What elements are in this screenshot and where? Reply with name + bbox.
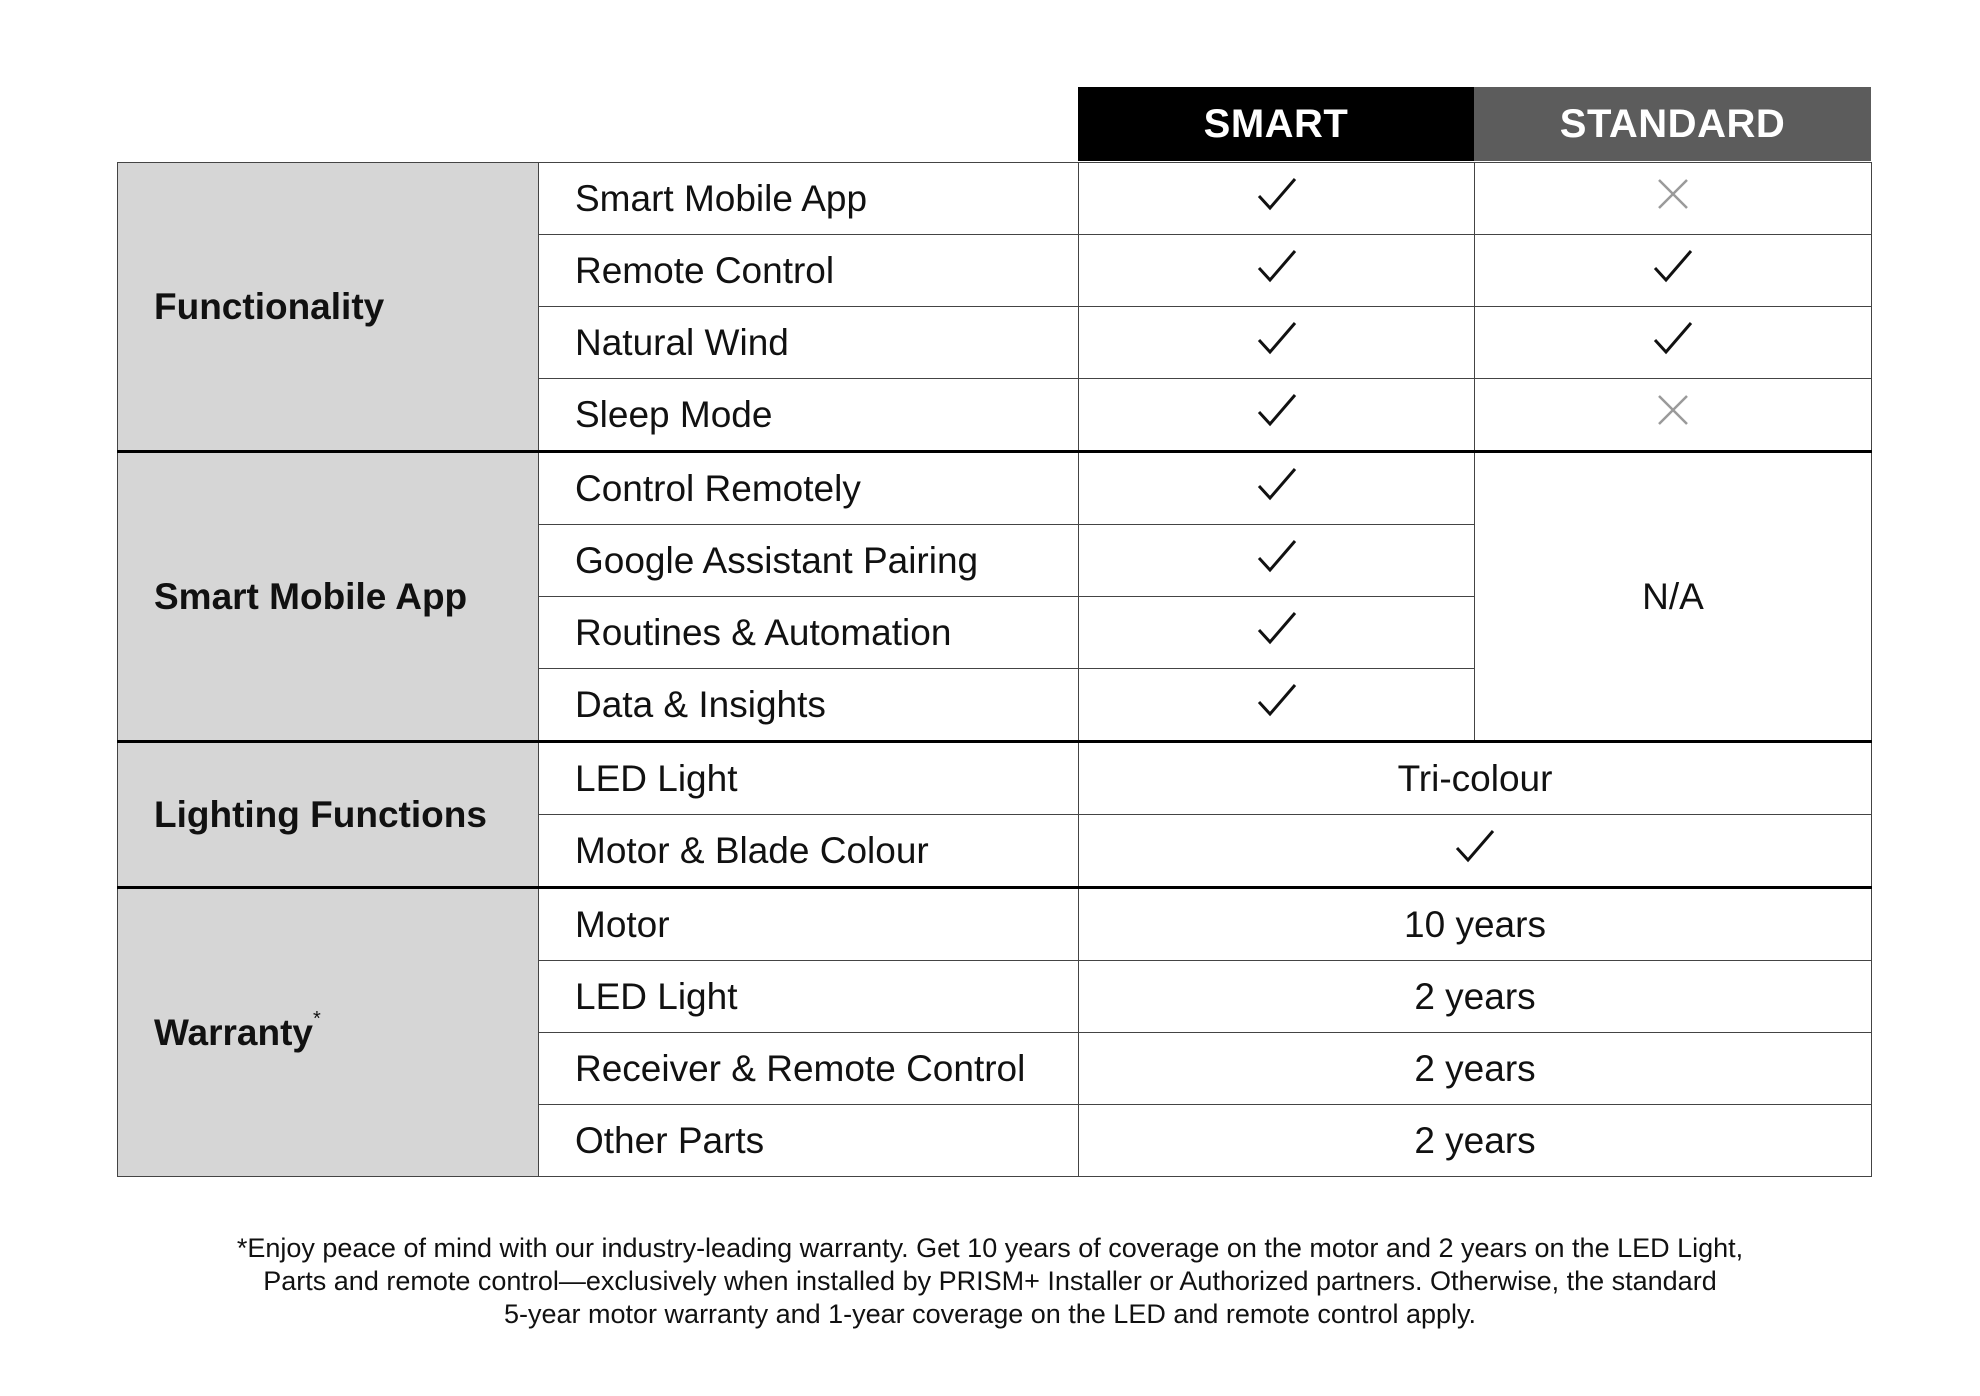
check-icon: [1253, 680, 1301, 729]
feature-label: Data & Insights: [539, 669, 1079, 742]
footnote-line: 5-year motor warranty and 1-year coverage on the LED and remote control apply.: [504, 1299, 1476, 1329]
check-icon: [1253, 536, 1301, 585]
feature-label: Receiver & Remote Control: [539, 1033, 1079, 1105]
table-row: [118, 452, 1872, 525]
check-icon: [1253, 464, 1301, 513]
smart-value: [1079, 597, 1475, 669]
shared-value: 2 years: [1079, 961, 1872, 1033]
feature-label: LED Light: [539, 961, 1079, 1033]
check-icon: [1253, 246, 1301, 295]
check-icon: [1649, 246, 1697, 295]
feature-label: Remote Control: [539, 235, 1079, 307]
smart-column-header: SMART: [1078, 87, 1474, 161]
standard-value: [1475, 163, 1872, 235]
check-icon: [1649, 318, 1697, 367]
feature-label: Control Remotely: [539, 452, 1079, 525]
table-row: [118, 742, 1872, 815]
table-row: [118, 163, 1872, 235]
standard-value: [1475, 235, 1872, 307]
shared-value: 2 years: [1079, 1105, 1872, 1177]
feature-label: Motor & Blade Colour: [539, 815, 1079, 888]
feature-label: Smart Mobile App: [539, 163, 1079, 235]
feature-label: Sleep Mode: [539, 379, 1079, 452]
warranty-footnote: [140, 1232, 1840, 1331]
category-smart-mobile-app: Smart Mobile App: [118, 452, 539, 742]
footnote-line: Parts and remote control—exclusively when installed by PRISM+ Installer or Authorized partners. Otherwise, the standard: [263, 1266, 1717, 1296]
feature-label: LED Light: [539, 742, 1079, 815]
standard-value: [1475, 307, 1872, 379]
feature-label: Google Assistant Pairing: [539, 525, 1079, 597]
check-icon: [1253, 390, 1301, 439]
cross-icon: [1653, 390, 1693, 439]
category-lighting-functions: Lighting Functions: [118, 742, 539, 888]
feature-label: Natural Wind: [539, 307, 1079, 379]
smart-value: [1079, 235, 1475, 307]
smart-value: [1079, 669, 1475, 742]
check-icon: [1253, 318, 1301, 367]
shared-value: [1079, 815, 1872, 888]
category-functionality: Functionality: [118, 163, 539, 452]
standard-na-value: N/A: [1475, 452, 1872, 742]
check-icon: [1451, 826, 1499, 875]
warranty-footnote-mark: *: [313, 1007, 321, 1030]
table-row: [118, 888, 1872, 961]
shared-value: 10 years: [1079, 888, 1872, 961]
standard-column-header: STANDARD: [1474, 87, 1871, 161]
shared-value: Tri-colour: [1079, 742, 1872, 815]
feature-label: Other Parts: [539, 1105, 1079, 1177]
feature-label: Motor: [539, 888, 1079, 961]
standard-value: [1475, 379, 1872, 452]
category-warranty: Warranty*: [118, 888, 539, 1177]
shared-value: 2 years: [1079, 1033, 1872, 1105]
check-icon: [1253, 608, 1301, 657]
smart-value: [1079, 307, 1475, 379]
feature-label: Routines & Automation: [539, 597, 1079, 669]
footnote-line: *Enjoy peace of mind with our industry-leading warranty. Get 10 years of coverage on the motor and 2 years on the LED Light,: [236, 1233, 1744, 1263]
cross-icon: [1653, 174, 1693, 223]
comparison-table: [117, 162, 1872, 1177]
smart-value: [1079, 452, 1475, 525]
smart-value: [1079, 163, 1475, 235]
smart-value: [1079, 525, 1475, 597]
smart-value: [1079, 379, 1475, 452]
check-icon: [1253, 174, 1301, 223]
